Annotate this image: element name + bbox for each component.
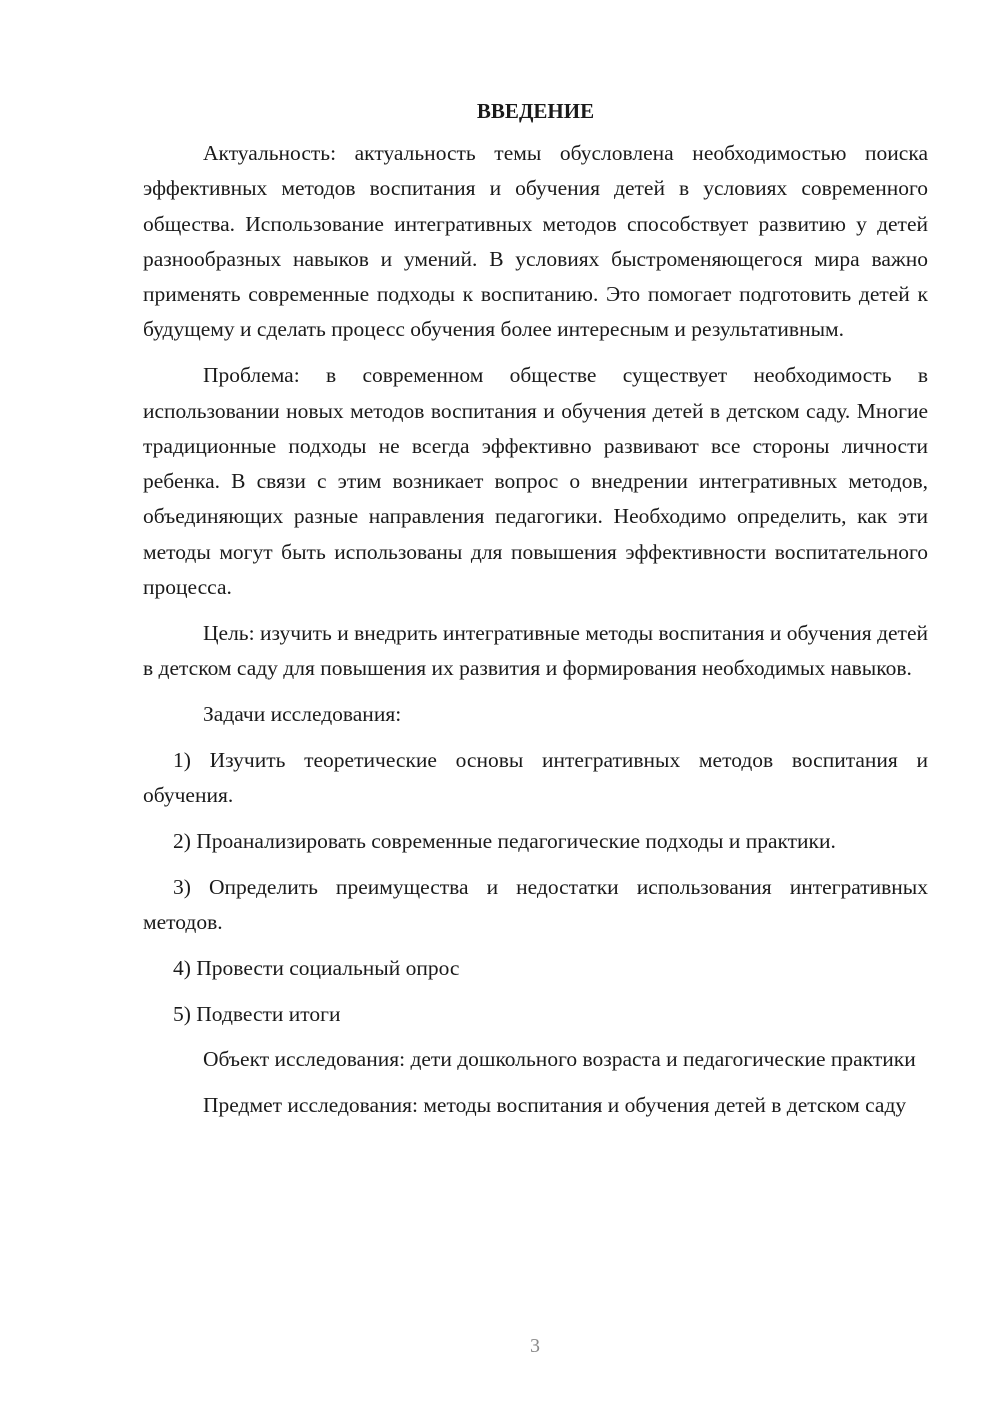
tasks-heading: Задачи исследования: xyxy=(203,701,402,726)
paragraph-goal: Цель: изучить и внедрить интегративные методы воспитания и обучения детей в детском саду для повышения их развития и формирования необходимых навыков. xyxy=(143,620,928,681)
paragraph-object: Объект исследования: дети дошкольного возраста и педагогические практики xyxy=(203,1047,916,1072)
list-item: 5) Подвести итоги xyxy=(173,1001,341,1026)
list-item: 4) Провести социальный опрос xyxy=(173,955,460,980)
tasks-list xyxy=(143,743,928,1032)
paragraph-problem: Проблема: в современном обществе существует необходимость в использовании новых методов воспитания и обучения детей в детском саду. Многие традиционные подходы не всегда эффективно развивают все стороны личности ребенка. В связи с этим возникает вопрос о внедрении интегративных методов, объединяющих разные направления педагогики. Необходимо определить, как эти методы могут быть использованы для повышения эффективности воспитательного процесса. xyxy=(143,363,928,600)
paragraph-subject: Предмет исследования: методы воспитания и обучения детей в детском саду xyxy=(203,1093,907,1118)
document-title: ВВЕДЕНИЕ xyxy=(476,99,595,123)
list-item: 2) Проанализировать современные педагогические подходы и практики. xyxy=(173,828,836,853)
paragraph-relevance: Актуальность: актуальность темы обусловлена необходимостью поиска эффективных методов воспитания и обучения детей в условиях современного общества. Использование интегративных методов способствует развитию у детей разнообразных навыков и умений. В условиях быстроменяющегося мира важно применять современные подходы к воспитанию. Это помогает подготовить детей к будущему и сделать процесс обучения более интересным и результативным. xyxy=(143,141,928,342)
list-item: 3) Определить преимущества и недостатки использования интегративных методов. xyxy=(143,874,928,934)
list-item: 1) Изучить теоретические основы интегративных методов воспитания и обучения. xyxy=(143,747,928,808)
page-number: 3 xyxy=(530,1335,540,1357)
document-page xyxy=(143,96,928,1123)
